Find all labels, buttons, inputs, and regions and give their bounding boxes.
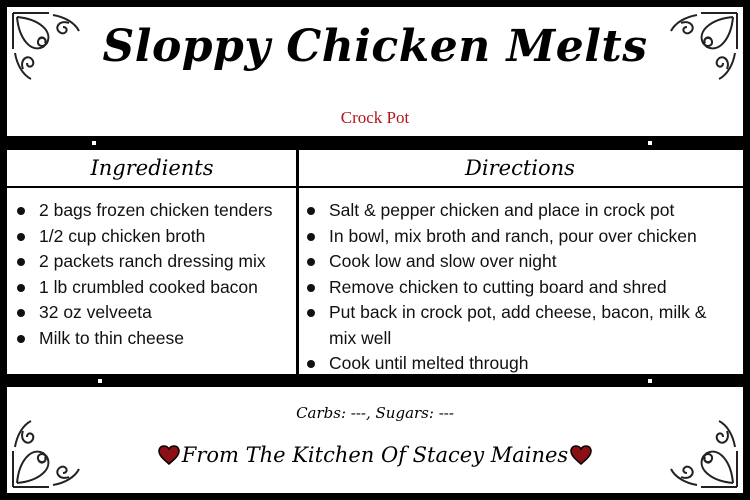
footer-panel [7, 387, 743, 493]
column-divider [296, 150, 299, 374]
list-item: Salt & pepper chicken and place in crock pot [305, 198, 737, 224]
list-item: 1/2 cup chicken broth [15, 224, 295, 250]
decorative-dot [92, 141, 96, 145]
directions-heading: Directions [465, 156, 575, 180]
kitchen-signature [7, 443, 743, 467]
decorative-dot [648, 379, 652, 383]
list-item: 1 lb crumbled cooked bacon [15, 275, 295, 301]
heart-icon [570, 445, 592, 465]
list-item: Remove chicken to cutting board and shred [305, 275, 737, 301]
list-item: Cook until melted through [305, 351, 737, 377]
list-item: 2 bags frozen chicken tenders [15, 198, 295, 224]
list-item: 2 packets ranch dressing mix [15, 249, 295, 275]
ingredients-heading: Ingredients [90, 156, 214, 180]
list-item: Cook low and slow over night [305, 249, 737, 275]
recipe-title: Sloppy Chicken Melts [102, 21, 648, 72]
directions-list [305, 198, 737, 377]
ingredients-list [15, 198, 295, 351]
list-item: 32 oz velveeta [15, 300, 295, 326]
decorative-dot [648, 141, 652, 145]
heart-icon [158, 445, 180, 465]
recipe-subtitle: Crock Pot [340, 108, 410, 127]
list-item: In bowl, mix broth and ranch, pour over chicken [305, 224, 737, 250]
list-item: Milk to thin cheese [15, 326, 295, 352]
decorative-dot [98, 379, 102, 383]
list-item: Put back in crock pot, add cheese, bacon, milk & mix well [305, 300, 737, 351]
nutrition-info: Carbs: ---, Sugars: --- [296, 404, 454, 422]
kitchen-text: From The Kitchen Of Stacey Maines [181, 443, 569, 467]
heading-divider [7, 186, 743, 188]
recipe-body-panel [7, 150, 743, 374]
header-panel [7, 7, 743, 136]
